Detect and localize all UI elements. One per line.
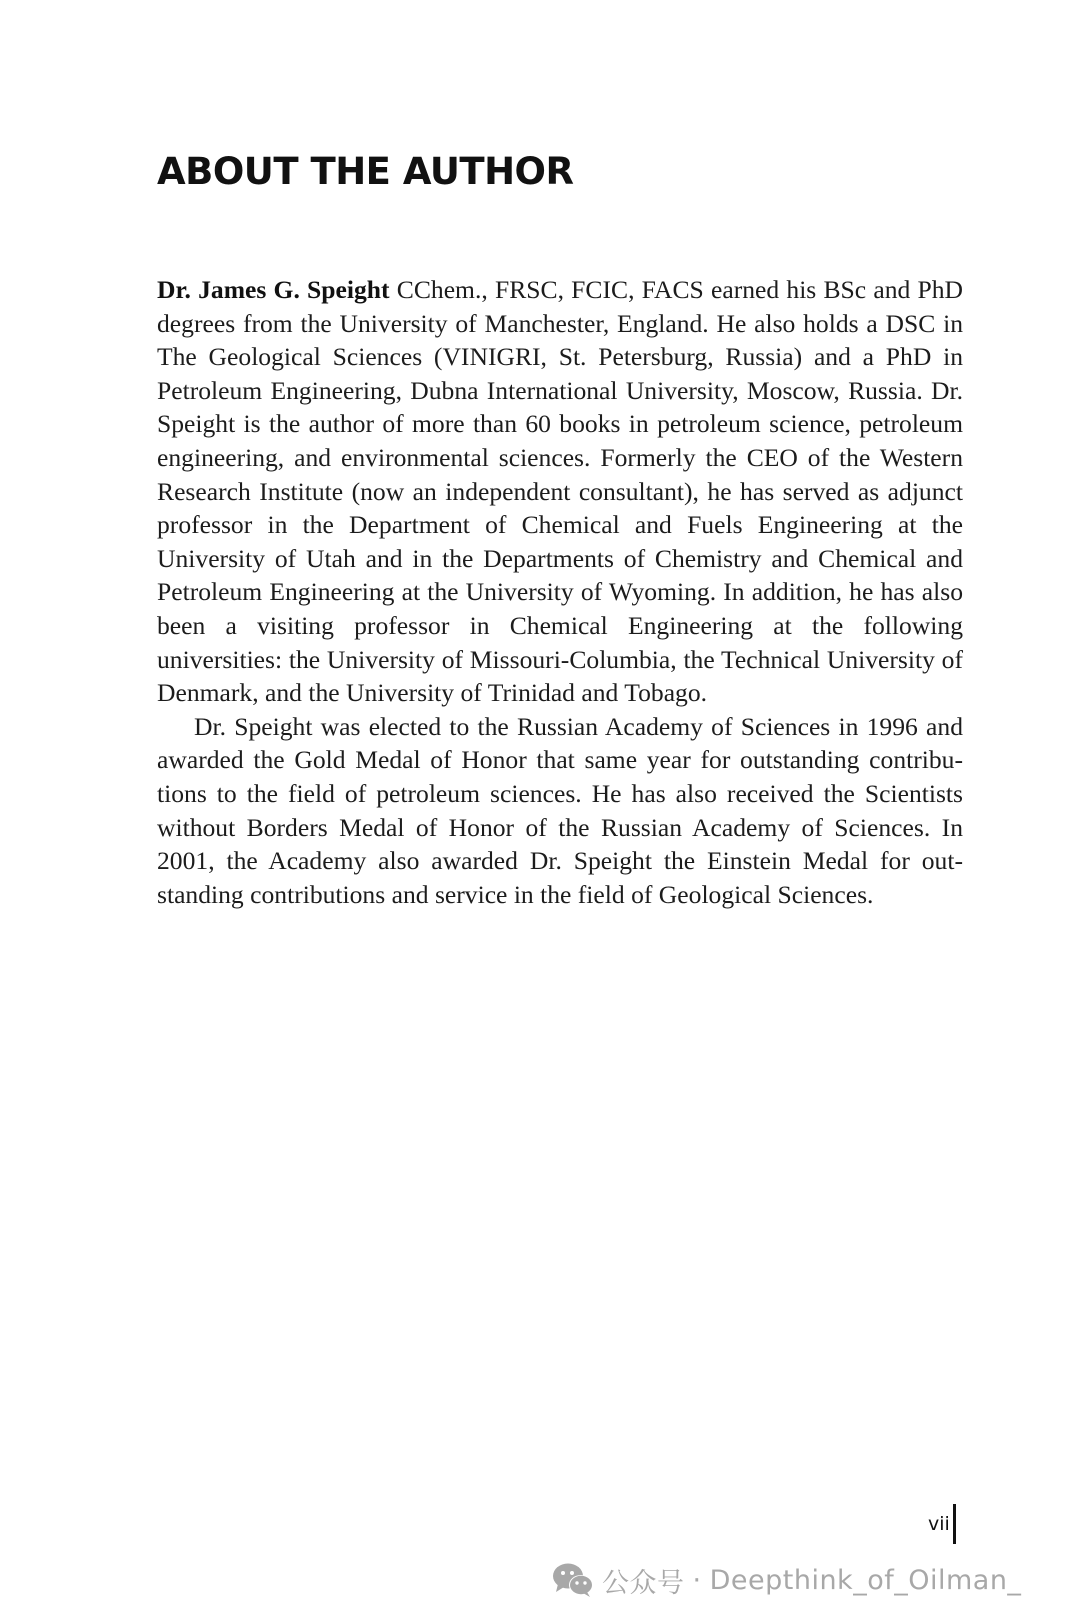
watermark-platform: 公众号 (602, 1567, 685, 1599)
bio-paragraph-1 (157, 273, 963, 710)
watermark-account: Deepthink_of_Oilman_ (709, 1564, 1022, 1596)
page-title: ABOUT THE AUTHOR (157, 150, 574, 193)
page-folio (928, 1501, 956, 1547)
folio-rule (953, 1504, 956, 1544)
bio-paragraph-2: Dr. Speight was elected to the Russian Academy of Sciences in 1996 and awarded the Gold Medal of Honor that same year for outstanding contributions to the field of petroleum sciences. He has also received the Scientists without Borders Medal of Honor of the Russian Academy of Sciences. In 2001, the Academy also awarded Dr. Speight the Einstein Medal for outstanding contributions and service in the field of Geological Sciences. (157, 711, 963, 909)
watermark-separator: · (692, 1564, 702, 1596)
wechat-icon (552, 1562, 594, 1598)
page-number: vii (928, 1513, 950, 1535)
watermark (552, 1558, 1021, 1602)
author-name: Dr. James G. Speight (157, 275, 390, 304)
bio-paragraph-1-text: CChem., FRSC, FCIC, FACS earned his BSc and PhD degrees from the University of Manchester, England. He also holds a DSC in The Geological Sciences (VINIGRI, St. Petersburg, Russia) and a PhD in Petroleum Engineering, Dubna International University, Moscow, Russia. Dr. Speight is the author of more than 60 books in petroleum science, petroleum engineering, and environmental sciences. Formerly the CEO of the Western Research Institute (now an independent consultant), he has served as adjunct professor in the Department of Chemical and Fuels Engineering at the University of Utah and in the Departments of Chemistry and Chemical and Petroleum Engineering at the University of Wyoming. In addition, he has also been a visiting professor in Chemical Engineering at the following universities: the University of Missouri-Columbia, the Technical University of Denmark, and the University of Trinidad and Tobago. (157, 275, 964, 708)
author-bio (157, 273, 963, 911)
